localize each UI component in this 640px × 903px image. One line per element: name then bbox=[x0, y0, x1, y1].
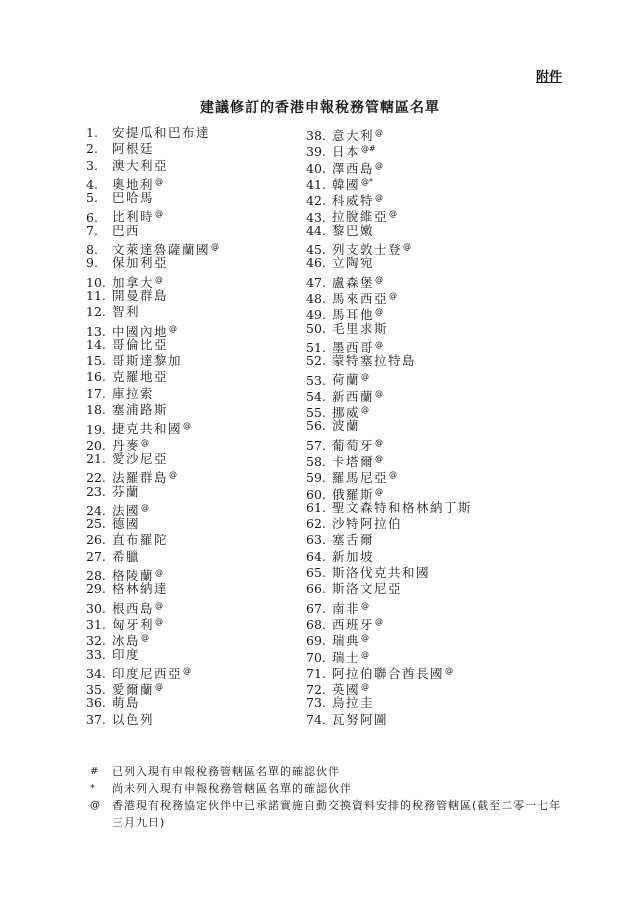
jurisdiction-item bbox=[86, 353, 219, 369]
footnote-mark: @ bbox=[375, 307, 384, 317]
item-number: 23. bbox=[86, 483, 106, 499]
jurisdiction-name: 日本 bbox=[332, 144, 361, 160]
jurisdiction-item bbox=[306, 532, 472, 548]
jurisdiction-item bbox=[306, 369, 472, 388]
jurisdiction-name: 科威特 bbox=[332, 193, 375, 209]
item-number: 14. bbox=[86, 336, 106, 352]
jurisdiction-name: 黎巴嫩 bbox=[332, 222, 375, 238]
item-number: 59. bbox=[306, 470, 326, 486]
item-number: 34. bbox=[86, 665, 106, 681]
item-number: 2. bbox=[86, 141, 98, 157]
item-number: 61. bbox=[306, 499, 326, 515]
jurisdiction-item bbox=[306, 712, 472, 728]
footnote-mark: @ bbox=[211, 242, 220, 252]
jurisdiction-name: 新西蘭 bbox=[332, 388, 375, 404]
jurisdiction-name: 愛沙尼亞 bbox=[112, 450, 169, 466]
jurisdiction-name: 波蘭 bbox=[332, 418, 361, 434]
jurisdiction-name: 澤西島 bbox=[332, 160, 375, 176]
jurisdiction-name: 智利 bbox=[112, 304, 141, 320]
jurisdiction-item bbox=[306, 598, 472, 614]
item-number: 45. bbox=[306, 242, 326, 258]
footnote-mark: @ bbox=[169, 323, 178, 333]
footnote-mark: @ bbox=[375, 339, 384, 349]
jurisdiction-name: 文萊達魯薩蘭國 bbox=[112, 242, 211, 258]
item-number: 27. bbox=[86, 548, 106, 564]
jurisdiction-item bbox=[306, 451, 472, 470]
footnote-mark: @ bbox=[155, 176, 164, 186]
jurisdiction-item bbox=[306, 223, 472, 239]
jurisdiction-name: 中國內地 bbox=[112, 323, 169, 339]
jurisdiction-item bbox=[86, 125, 219, 141]
footnote-mark: @ bbox=[361, 405, 370, 415]
jurisdiction-name: 哥倫比亞 bbox=[112, 336, 169, 352]
jurisdiction-name: 阿拉伯聯合酋長國 bbox=[332, 665, 445, 681]
jurisdiction-name: 希臘 bbox=[112, 548, 141, 564]
document-title: 建議修訂的香港申報稅務管轄區名單 bbox=[200, 100, 440, 116]
jurisdiction-item bbox=[306, 206, 472, 225]
footnote-mark: @ bbox=[155, 682, 164, 692]
item-number: 67. bbox=[306, 600, 326, 616]
jurisdiction-name: 俄羅斯 bbox=[332, 486, 375, 502]
jurisdiction-name: 芬蘭 bbox=[112, 483, 141, 499]
footnote bbox=[90, 780, 570, 797]
footnote-mark: @ bbox=[375, 486, 384, 496]
jurisdiction-item bbox=[306, 239, 472, 258]
jurisdiction-name: 阿根廷 bbox=[112, 141, 155, 157]
footnote-symbol: * bbox=[90, 783, 95, 794]
item-number: 40. bbox=[306, 160, 326, 176]
jurisdiction-item bbox=[86, 255, 219, 271]
item-number: 74. bbox=[306, 711, 326, 727]
footnote-text: 尚未列入現有申報稅務管轄區名單的確認伙伴 bbox=[112, 782, 352, 795]
jurisdiction-item bbox=[86, 190, 219, 206]
jurisdiction-name: 捷克共和國 bbox=[112, 421, 183, 437]
jurisdiction-name: 挪威 bbox=[332, 405, 361, 421]
jurisdiction-item bbox=[86, 304, 219, 320]
jurisdiction-item bbox=[86, 695, 219, 711]
jurisdiction-item bbox=[306, 141, 472, 160]
jurisdiction-item bbox=[86, 451, 219, 467]
item-number: 52. bbox=[306, 353, 326, 369]
jurisdiction-item bbox=[306, 435, 472, 451]
item-number: 8. bbox=[86, 242, 98, 258]
jurisdiction-name: 以色列 bbox=[112, 711, 155, 727]
item-number: 16. bbox=[86, 369, 106, 385]
jurisdiction-item bbox=[306, 500, 472, 516]
jurisdiction-item bbox=[86, 369, 219, 385]
jurisdiction-name: 卡塔爾 bbox=[332, 454, 375, 470]
jurisdiction-item bbox=[86, 321, 219, 337]
jurisdiction-item bbox=[86, 288, 219, 304]
jurisdiction-item bbox=[86, 174, 219, 193]
footnote-mark: @ bbox=[141, 437, 150, 447]
jurisdiction-item bbox=[86, 516, 219, 532]
footnote-mark: @ bbox=[375, 128, 384, 137]
jurisdiction-item bbox=[306, 402, 472, 421]
jurisdiction-name: 斯洛文尼亞 bbox=[332, 581, 403, 597]
item-number: 26. bbox=[86, 532, 106, 548]
jurisdiction-item bbox=[86, 402, 219, 418]
jurisdiction-name: 愛爾蘭 bbox=[112, 682, 155, 698]
footnote-mark: @ bbox=[155, 274, 164, 284]
footnote bbox=[90, 797, 570, 831]
item-number: 71. bbox=[306, 665, 326, 681]
item-number: 6. bbox=[86, 209, 98, 225]
footnote-mark: @ bbox=[155, 568, 164, 578]
jurisdiction-name: 拉脫維亞 bbox=[332, 209, 389, 225]
jurisdiction-name: 瓦努阿圖 bbox=[332, 711, 389, 727]
item-number: 64. bbox=[306, 548, 326, 564]
jurisdiction-name: 毛里求斯 bbox=[332, 320, 389, 336]
item-number: 51. bbox=[306, 340, 326, 356]
footnote-mark: @ bbox=[361, 633, 370, 643]
jurisdiction-item bbox=[86, 712, 219, 728]
item-number: 18. bbox=[86, 402, 106, 418]
jurisdiction-item bbox=[306, 304, 472, 323]
jurisdiction-name: 馬耳他 bbox=[332, 307, 375, 323]
jurisdiction-name: 冰島 bbox=[112, 633, 141, 649]
jurisdiction-item bbox=[86, 565, 219, 584]
item-number: 38. bbox=[306, 128, 326, 144]
jurisdiction-item bbox=[306, 695, 472, 711]
jurisdiction-item bbox=[306, 614, 472, 633]
jurisdiction-name: 韓國 bbox=[332, 177, 361, 193]
jurisdiction-name: 斯洛伐克共和國 bbox=[332, 565, 431, 581]
jurisdiction-item bbox=[86, 418, 219, 437]
footnote-mark: @ bbox=[375, 437, 384, 447]
item-number: 68. bbox=[306, 617, 326, 633]
jurisdiction-name: 法羅群島 bbox=[112, 470, 169, 486]
jurisdiction-name: 塞浦路斯 bbox=[112, 402, 169, 418]
item-number: 53. bbox=[306, 372, 326, 388]
item-number: 42. bbox=[306, 193, 326, 209]
jurisdiction-item bbox=[306, 353, 472, 369]
item-number: 15. bbox=[86, 353, 106, 369]
item-number: 12. bbox=[86, 304, 106, 320]
jurisdiction-name: 立陶宛 bbox=[332, 255, 375, 271]
item-number: 57. bbox=[306, 437, 326, 453]
jurisdiction-name: 根西島 bbox=[112, 600, 155, 616]
jurisdiction-item bbox=[306, 418, 472, 434]
jurisdiction-name: 安提瓜和巴布達 bbox=[112, 125, 211, 140]
footnote-symbol: @ bbox=[90, 800, 100, 811]
item-number: 49. bbox=[306, 307, 326, 323]
footnote-mark: @ bbox=[445, 665, 454, 675]
jurisdiction-item bbox=[86, 581, 219, 597]
jurisdiction-item bbox=[86, 141, 219, 157]
item-number: 55. bbox=[306, 405, 326, 421]
jurisdiction-name: 巴西 bbox=[112, 222, 141, 238]
jurisdiction-name: 列支敦士登 bbox=[332, 242, 403, 258]
jurisdiction-item bbox=[86, 158, 219, 174]
jurisdiction-item bbox=[86, 272, 219, 288]
jurisdiction-name: 開曼群島 bbox=[112, 287, 169, 303]
footnotes bbox=[90, 763, 570, 831]
jurisdiction-item bbox=[306, 647, 472, 663]
jurisdiction-name: 沙特阿拉伯 bbox=[332, 516, 403, 532]
item-number: 41. bbox=[306, 177, 326, 193]
jurisdiction-name: 格林納達 bbox=[112, 581, 169, 597]
jurisdiction-item bbox=[306, 386, 472, 402]
jurisdiction-name: 丹麥 bbox=[112, 437, 141, 453]
jurisdiction-item bbox=[86, 532, 219, 548]
jurisdiction-name: 克羅地亞 bbox=[112, 369, 169, 385]
footnote-mark: @ bbox=[155, 209, 164, 219]
jurisdiction-name: 哥斯達黎加 bbox=[112, 353, 183, 369]
item-number: 69. bbox=[306, 633, 326, 649]
jurisdiction-name: 馬來西亞 bbox=[332, 291, 389, 307]
item-number: 13. bbox=[86, 323, 106, 339]
item-number: 21. bbox=[86, 450, 106, 466]
item-number: 44. bbox=[306, 222, 326, 238]
footnote-mark: @ bbox=[141, 502, 150, 512]
item-number: 63. bbox=[306, 532, 326, 548]
jurisdiction-name: 羅馬尼亞 bbox=[332, 470, 389, 486]
item-number: 39. bbox=[306, 144, 326, 160]
item-number: 33. bbox=[86, 646, 106, 662]
jurisdiction-item bbox=[86, 630, 219, 649]
jurisdiction-list-right bbox=[306, 125, 472, 728]
jurisdiction-name: 法國 bbox=[112, 502, 141, 518]
footnote-text: 已列入現有申報稅務管轄區名單的確認伙伴 bbox=[112, 765, 340, 778]
jurisdiction-item bbox=[306, 663, 472, 679]
jurisdiction-name: 匈牙利 bbox=[112, 617, 155, 633]
jurisdiction-item bbox=[86, 239, 220, 258]
item-number: 47. bbox=[306, 274, 326, 290]
item-number: 66. bbox=[306, 581, 326, 597]
jurisdiction-item bbox=[86, 663, 219, 679]
jurisdiction-name: 荷蘭 bbox=[332, 372, 361, 388]
jurisdiction-item bbox=[306, 337, 472, 356]
jurisdiction-name: 新加坡 bbox=[332, 548, 375, 564]
jurisdiction-name: 塞舌爾 bbox=[332, 532, 375, 548]
item-number: 10. bbox=[86, 274, 106, 290]
jurisdiction-name: 萌島 bbox=[112, 695, 141, 711]
item-number: 22. bbox=[86, 470, 106, 486]
jurisdiction-item bbox=[306, 321, 472, 337]
item-number: 7. bbox=[86, 222, 98, 238]
jurisdiction-name: 葡萄牙 bbox=[332, 437, 375, 453]
jurisdiction-item bbox=[86, 500, 219, 516]
jurisdiction-item bbox=[306, 272, 472, 288]
footnote-mark: @ bbox=[361, 649, 370, 659]
jurisdiction-name: 德國 bbox=[112, 516, 141, 532]
jurisdiction-item bbox=[86, 614, 219, 633]
footnote-mark: @ bbox=[375, 274, 384, 284]
jurisdiction-name: 瑞典 bbox=[332, 633, 361, 649]
jurisdiction-item bbox=[86, 337, 219, 353]
footnote bbox=[90, 763, 570, 780]
footnote-mark: @ bbox=[155, 616, 164, 626]
item-number: 30. bbox=[86, 600, 106, 616]
item-number: 24. bbox=[86, 502, 106, 518]
item-number: 4. bbox=[86, 177, 98, 193]
jurisdiction-name: 英國 bbox=[332, 682, 361, 698]
jurisdiction-item bbox=[86, 435, 219, 451]
jurisdiction-item bbox=[306, 158, 472, 174]
footnote-mark: @ bbox=[169, 470, 178, 480]
jurisdiction-name: 格陵蘭 bbox=[112, 568, 155, 584]
jurisdiction-name: 奧地利 bbox=[112, 177, 155, 193]
jurisdiction-name: 蒙特塞拉特島 bbox=[332, 353, 417, 369]
jurisdiction-item bbox=[86, 647, 219, 663]
jurisdiction-item bbox=[86, 679, 219, 698]
jurisdiction-item bbox=[306, 255, 472, 271]
footnote-mark: @ bbox=[389, 209, 398, 219]
jurisdiction-name: 直布羅陀 bbox=[112, 532, 169, 548]
jurisdiction-item bbox=[306, 516, 472, 532]
jurisdiction-name: 保加利亞 bbox=[112, 255, 169, 271]
item-number: 37. bbox=[86, 711, 106, 727]
jurisdiction-item bbox=[306, 565, 472, 581]
jurisdiction-name: 澳大利亞 bbox=[112, 157, 169, 173]
footnote-mark: @ bbox=[375, 388, 384, 398]
footnote-mark: @ bbox=[361, 600, 370, 610]
item-number: 62. bbox=[306, 516, 326, 532]
item-number: 20. bbox=[86, 437, 106, 453]
jurisdiction-item bbox=[306, 679, 472, 698]
footnote-mark: @ bbox=[155, 600, 164, 610]
item-number: 36. bbox=[86, 695, 106, 711]
footnote-mark: @ bbox=[183, 421, 192, 431]
item-number: 73. bbox=[306, 695, 326, 711]
footnote-mark: @ bbox=[375, 160, 384, 170]
item-number: 50. bbox=[306, 320, 326, 336]
footnote-mark: @# bbox=[361, 144, 376, 154]
item-number: 60. bbox=[306, 486, 326, 502]
jurisdiction-name: 印度尼西亞 bbox=[112, 665, 183, 681]
jurisdiction-item bbox=[306, 288, 472, 307]
footnote-mark: @ bbox=[375, 616, 384, 626]
item-number: 29. bbox=[86, 581, 106, 597]
footnote-mark: @* bbox=[361, 176, 374, 186]
footnote-mark: @ bbox=[141, 633, 150, 643]
jurisdiction-item bbox=[306, 630, 472, 649]
jurisdiction-item bbox=[86, 549, 219, 565]
jurisdiction-name: 意大利 bbox=[332, 128, 375, 144]
jurisdiction-name: 瑞士 bbox=[332, 649, 361, 665]
jurisdiction-item bbox=[86, 223, 219, 239]
item-number: 9. bbox=[86, 255, 98, 271]
jurisdiction-name: 聖文森特和格林納丁斯 bbox=[332, 499, 473, 515]
jurisdiction-name: 加拿大 bbox=[112, 274, 155, 290]
item-number: 54. bbox=[306, 388, 326, 404]
jurisdiction-item bbox=[306, 174, 472, 193]
jurisdiction-name: 比利時 bbox=[112, 209, 155, 225]
jurisdiction-name: 墨西哥 bbox=[332, 340, 375, 356]
item-number: 19. bbox=[86, 421, 106, 437]
jurisdiction-item bbox=[86, 206, 219, 225]
footnote-mark: @ bbox=[389, 470, 398, 480]
jurisdiction-item bbox=[86, 386, 219, 402]
item-number: 65. bbox=[306, 565, 326, 581]
item-number: 11. bbox=[86, 287, 106, 303]
jurisdiction-item bbox=[306, 549, 472, 565]
item-number: 58. bbox=[306, 454, 326, 470]
jurisdiction-item bbox=[306, 125, 472, 144]
item-number: 72. bbox=[306, 682, 326, 698]
item-number: 43. bbox=[306, 209, 326, 225]
jurisdiction-item bbox=[86, 467, 219, 486]
jurisdiction-item bbox=[306, 484, 472, 500]
jurisdiction-item bbox=[86, 598, 219, 614]
item-number: 32. bbox=[86, 633, 106, 649]
item-number: 28. bbox=[86, 568, 106, 584]
jurisdiction-name: 西班牙 bbox=[332, 617, 375, 633]
item-number: 46. bbox=[306, 255, 326, 271]
item-number: 31. bbox=[86, 617, 106, 633]
footnote-mark: @ bbox=[375, 193, 384, 203]
item-number: 70. bbox=[306, 649, 326, 665]
item-number: 17. bbox=[86, 385, 106, 401]
annex-label: 附件 bbox=[535, 70, 562, 85]
item-number: 5. bbox=[86, 190, 98, 206]
footnote-mark: @ bbox=[183, 665, 192, 675]
jurisdiction-list-left bbox=[86, 125, 219, 728]
jurisdiction-name: 盧森堡 bbox=[332, 274, 375, 290]
footnote-text: 香港現有稅務協定伙伴中已承諾實施自動交換資料安排的稅務管轄區(截至二零一七年三月九日) bbox=[112, 799, 562, 829]
item-number: 1. bbox=[86, 125, 98, 140]
jurisdiction-item bbox=[306, 190, 472, 209]
jurisdiction-item bbox=[306, 581, 472, 597]
footnote-mark: @ bbox=[361, 372, 370, 382]
footnote-mark: @ bbox=[403, 242, 412, 252]
footnote-mark: @ bbox=[361, 682, 370, 692]
jurisdiction-item bbox=[86, 484, 219, 500]
footnote-mark: @ bbox=[389, 290, 398, 300]
jurisdiction-item bbox=[306, 467, 472, 486]
item-number: 3. bbox=[86, 157, 98, 173]
item-number: 25. bbox=[86, 516, 106, 532]
jurisdiction-name: 巴哈馬 bbox=[112, 190, 155, 206]
item-number: 56. bbox=[306, 418, 326, 434]
item-number: 35. bbox=[86, 682, 106, 698]
footnote-symbol: # bbox=[90, 766, 99, 777]
jurisdiction-name: 烏拉圭 bbox=[332, 695, 375, 711]
item-number: 48. bbox=[306, 291, 326, 307]
jurisdiction-name: 印度 bbox=[112, 646, 141, 662]
jurisdiction-name: 庫拉索 bbox=[112, 385, 155, 401]
footnote-mark: @ bbox=[375, 453, 384, 463]
jurisdiction-name: 南非 bbox=[332, 600, 361, 616]
